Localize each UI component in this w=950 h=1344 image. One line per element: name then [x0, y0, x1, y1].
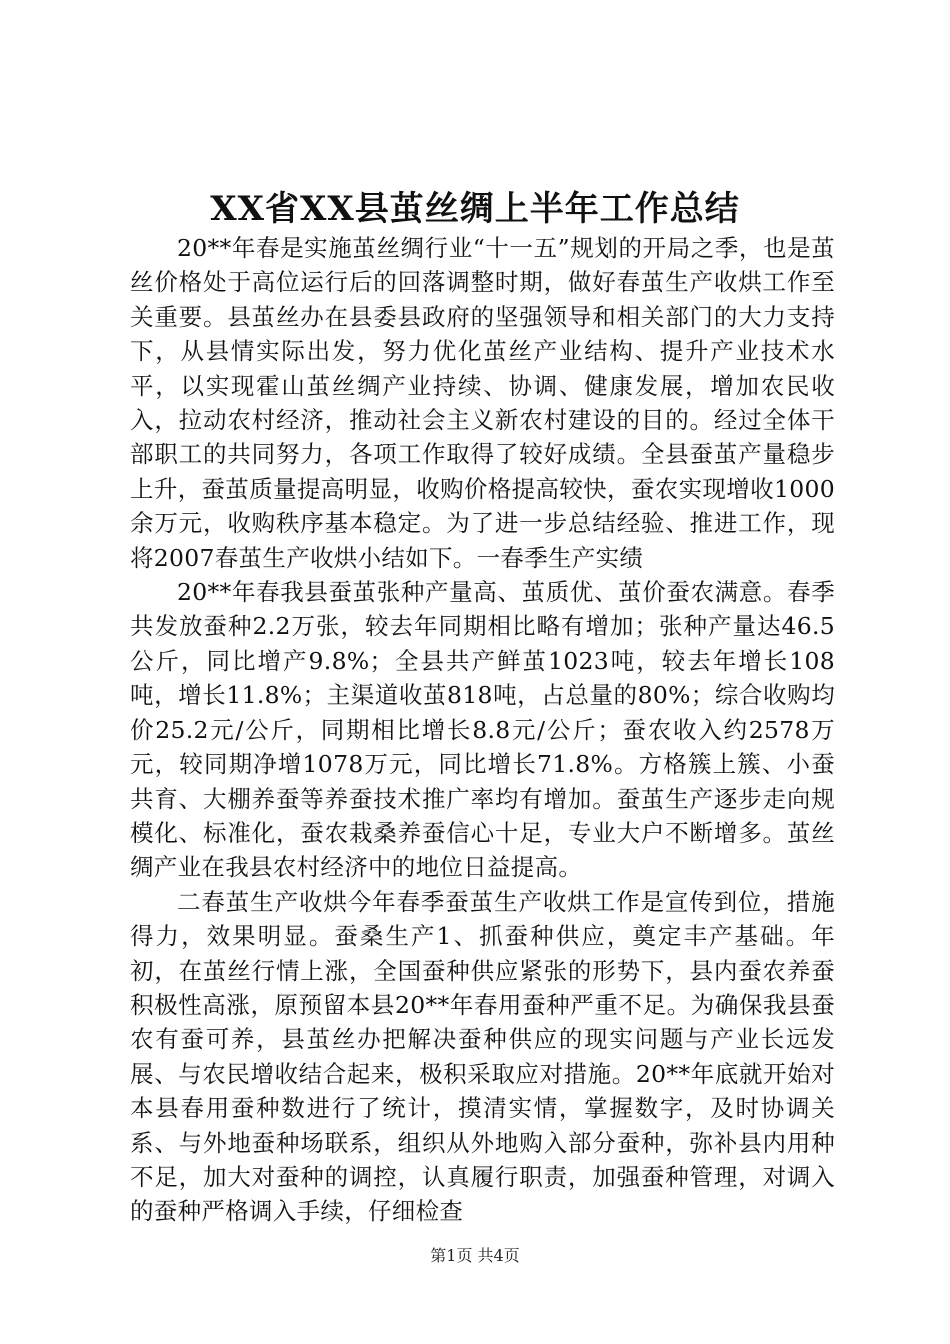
- page-footer: 第1页 共4页: [430, 1246, 520, 1265]
- document-title: XX省XX县茧丝绸上半年工作总结: [210, 189, 740, 229]
- paragraph-spring-results: 20**年春我县蚕茧张种产量高、茧质优、茧价蚕农满意。春季共发放蚕种2.2万张，较去年同期相比略有增加；张种产量达46.5公斤，同比增产9.8%；全县共产鲜茧1023吨，较去年增长108吨，增长11.8%；主渠道收茧818吨，占总量的80%；综合收购均价25.2元/公斤，同期相比增长8.8元/公斤；蚕农收入约2578万元，较同期净增1078万元，同比增长71.8%。方格簇上簇、小蚕共育、大棚养蚕等养蚕技术推广率均有增加。蚕茧生产逐步走向规模化、标准化，蚕农栽桑养蚕信心十足，专业大户不断增多。茧丝绸产业在我县农村经济中的地位日益提高。: [130, 578, 835, 882]
- document-body: [130, 231, 835, 1229]
- paragraph-intro: 20**年春是实施茧丝绸行业“十一五”规划的开局之季，也是茧丝价格处于高位运行后的回落调整时期，做好春茧生产收烘工作至关重要。县茧丝办在县委县政府的坚强领导和相关部门的大力支持下，从县情实际出发，努力优化茧丝产业结构、提升产业技术水平，以实现霍山茧丝绸产业持续、协调、健康发展，增加农民收入，拉动农村经济，推动社会主义新农村建设的目的。经过全体干部职工的共同努力，各项工作取得了较好成绩。全县蚕茧产量稳步上升，蚕茧质量提高明显，收购价格提高较快，蚕农实现增收1000余万元，收购秩序基本稳定。为了进一步总结经验、推进工作，现将2007春茧生产收烘小结如下。一春季生产实绩: [130, 234, 835, 572]
- paragraph-production-purchase: 二春茧生产收烘今年春季蚕茧生产收烘工作是宣传到位，措施得力，效果明显。蚕桑生产1、抓蚕种供应，奠定丰产基础。年初，在茧丝行情上涨，全国蚕种供应紧张的形势下，县内蚕农养蚕积极性高涨，原预留本县20**年春用蚕种严重不足。为确保我县蚕农有蚕可养，县茧丝办把解决蚕种供应的现实问题与产业长远发展、与农民增收结合起来，极积采取应对措施。20**年底就开始对本县春用蚕种数进行了统计，摸清实情，掌握数字，及时协调关系、与外地蚕种场联系，组织从外地购入部分蚕种，弥补县内用种不足，加大对蚕种的调控，认真履行职责，加强蚕种管理，对调入的蚕种严格调入手续，仔细检查: [130, 887, 835, 1226]
